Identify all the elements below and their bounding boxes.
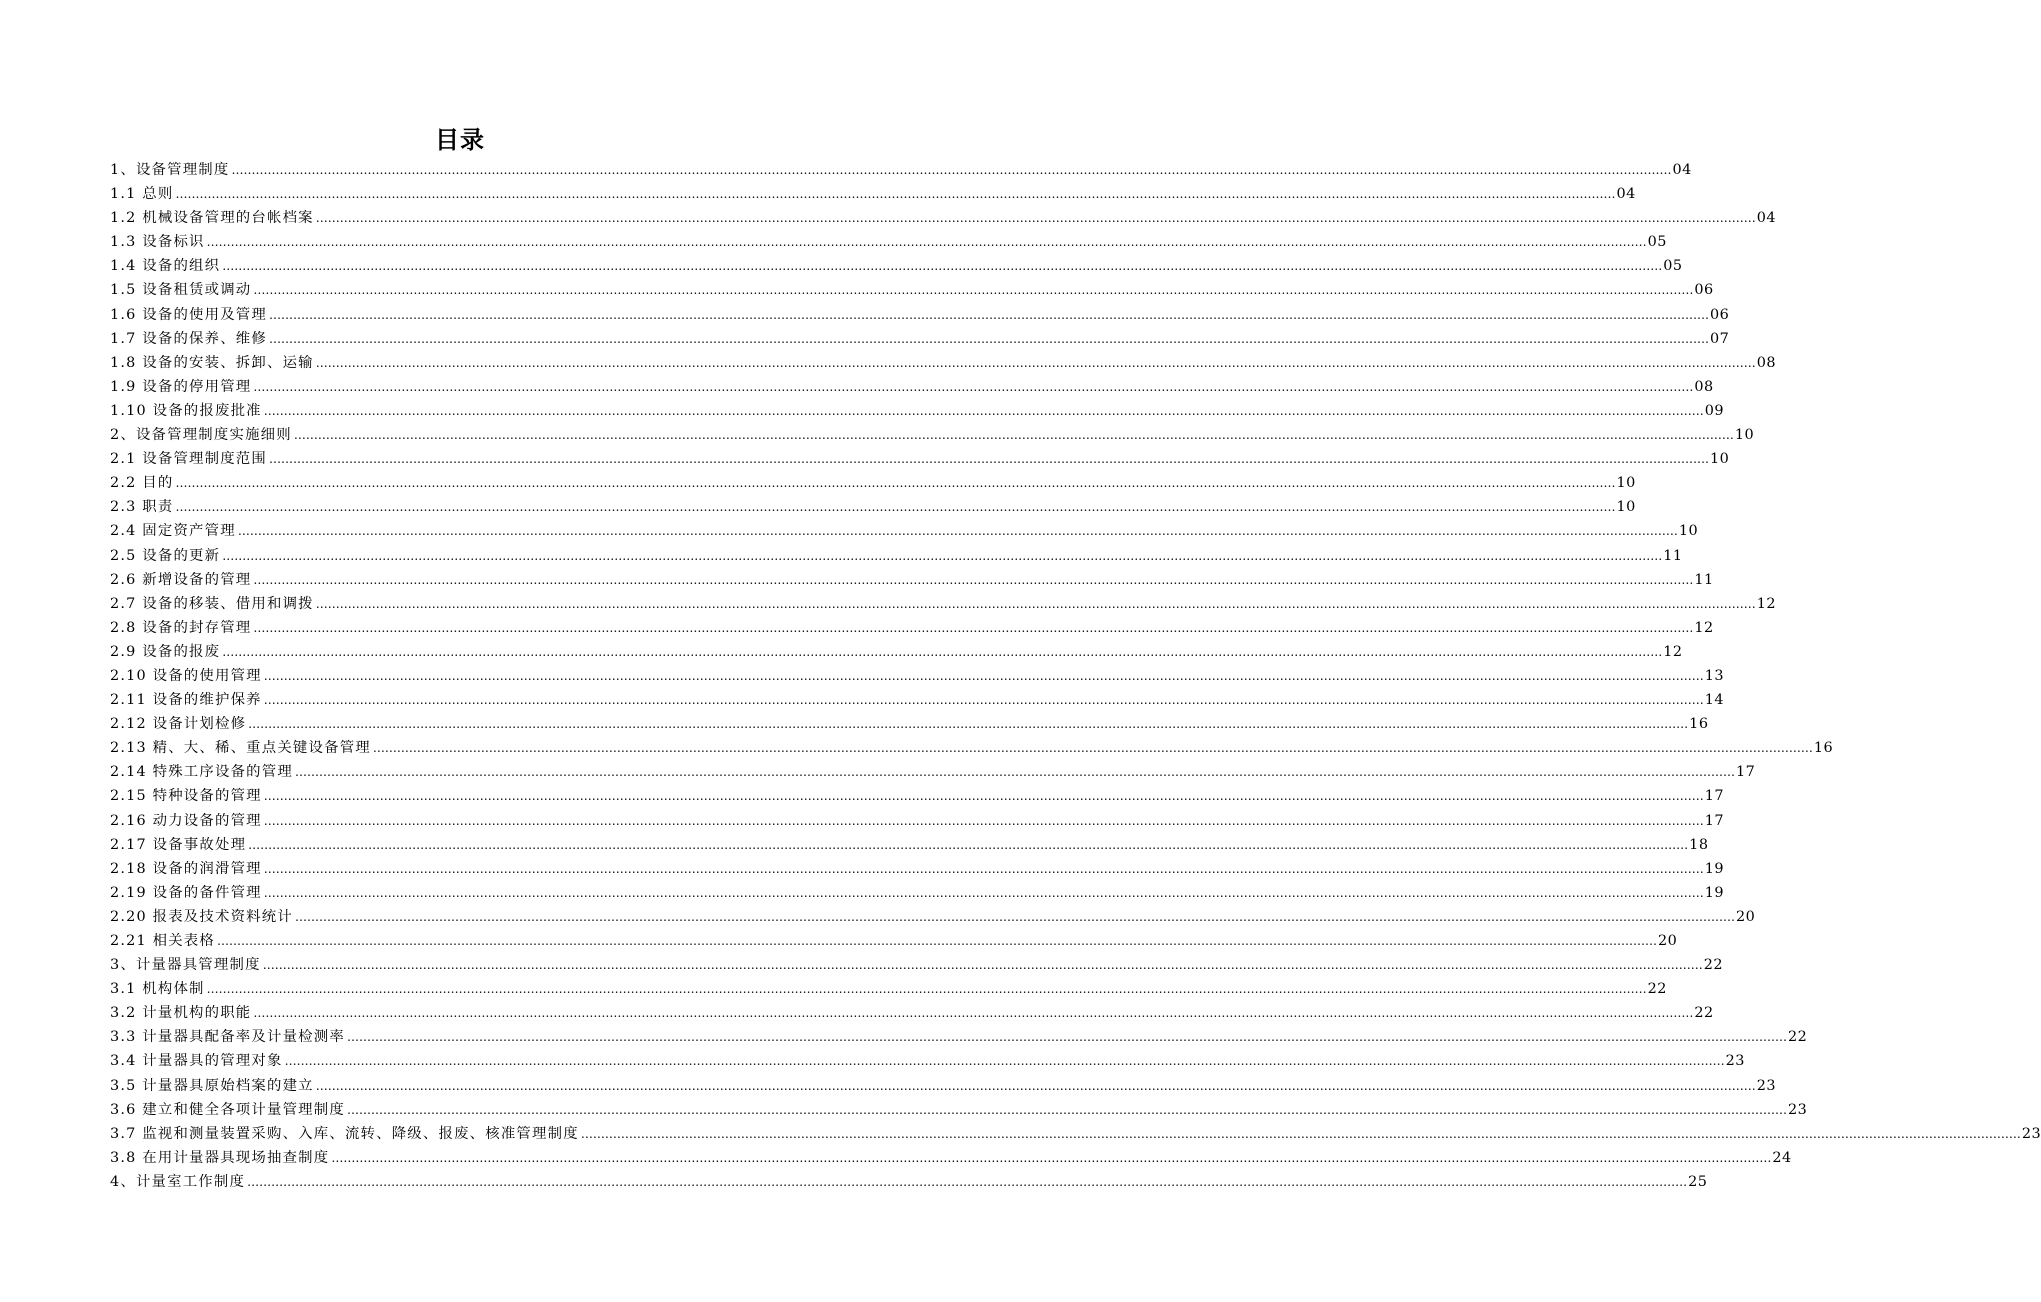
toc-entry-label: 1.5 设备租赁或调动 [110, 282, 252, 299]
toc-entry-label: 3.5 计量器具原始档案的建立 [110, 1077, 314, 1094]
toc-entry[interactable] [110, 1122, 2041, 1146]
toc-entry-page-number: 22 [1787, 1029, 1808, 1046]
toc-entry-page-number: 23 [1756, 1077, 1777, 1094]
toc-entry-label: 2.11 设备的维护保养 [110, 692, 262, 709]
toc-entry-page-number: 22 [1703, 957, 1723, 974]
toc-leader-dots: ……………………………………………………………………………………………………………………………………………………………………………………………………………………………………………………………………………………………………………………………… [253, 1006, 1694, 1021]
toc-leader-dots: ……………………………………………………………………………………………………………………………………………………………………………………………………………………………………………………………………………………………………………………………… [315, 596, 1756, 611]
toc-entry-label: 2.7 设备的移装、借用和调拨 [110, 595, 314, 612]
toc-entry-page-number: 25 [1688, 1173, 1708, 1190]
toc-entry-page-number: 23 [1787, 1101, 1808, 1118]
toc-entry[interactable] [110, 736, 1834, 760]
toc-entry-label: 1.9 设备的停用管理 [110, 378, 252, 395]
toc-entry[interactable] [110, 351, 1777, 375]
toc-entry[interactable] [110, 327, 1730, 351]
toc-entry[interactable] [110, 471, 1636, 495]
toc-leader-dots: ……………………………………………………………………………………………………………………………………………………………………………………………………………………………………………………………………………………………………………………………… [269, 307, 1709, 322]
toc-entry-label: 2.15 特种设备的管理 [110, 788, 262, 805]
toc-entry[interactable] [110, 568, 1714, 592]
toc-entry-page-number: 24 [1772, 1149, 1792, 1166]
toc-entry[interactable] [110, 254, 1683, 278]
toc-leader-dots: ……………………………………………………………………………………………………………………………………………………………………………………………………………………………………………………………………………………………………………………………… [248, 837, 1689, 852]
toc-entry-label: 2.5 设备的更新 [110, 547, 221, 564]
toc-entry-page-number: 11 [1694, 571, 1714, 588]
toc-entry[interactable] [110, 1146, 1792, 1170]
toc-leader-dots: ……………………………………………………………………………………………………………………………………………………………………………………………………………………………………………………………………………………………………………………………… [263, 813, 1704, 828]
toc-entry-page-number: 10 [1710, 451, 1730, 468]
toc-entry-label: 1.7 设备的保养、维修 [110, 330, 267, 347]
toc-entry-label: 3.2 计量机构的职能 [110, 1005, 252, 1022]
toc-leader-dots: ……………………………………………………………………………………………………………………………………………………………………………………………………………………………………………………………………………………………………………………………… [372, 741, 1813, 756]
toc-entry-page-number: 12 [1663, 643, 1683, 660]
toc-entry-label: 2.9 设备的报废 [110, 643, 221, 660]
toc-leader-dots: ……………………………………………………………………………………………………………………………………………………………………………………………………………………………………………………………………………………………………………………………… [222, 259, 1663, 274]
toc-entry-page-number: 06 [1710, 306, 1730, 323]
toc-entry-page-number: 04 [1672, 162, 1692, 178]
toc-leader-dots: ……………………………………………………………………………………………………………………………………………………………………………………………………………………………………………………………………………………………………………………………… [175, 187, 1616, 202]
toc-leader-dots: ……………………………………………………………………………………………………………………………………………………………………………………………………………………………………………………………………………………………………………………………… [262, 958, 1703, 973]
toc-entry-label: 3.8 在用计量器具现场抽查制度 [110, 1149, 330, 1166]
toc-entry-label: 2.13 精、大、稀、重点关键设备管理 [110, 740, 371, 757]
toc-leader-dots: ……………………………………………………………………………………………………………………………………………………………………………………………………………………………………………………………………………………………………………………………… [253, 572, 1694, 587]
toc-entry[interactable] [110, 592, 1777, 616]
toc-entry-page-number: 22 [1694, 1005, 1714, 1022]
toc-leader-dots: ……………………………………………………………………………………………………………………………………………………………………………………………………………………………………………………………………………………………………………………………… [253, 379, 1694, 394]
toc-entry-page-number: 07 [1710, 330, 1730, 347]
toc-entry-label: 2、设备管理制度实施细则 [110, 427, 292, 444]
toc-entry[interactable] [110, 616, 1714, 640]
toc-leader-dots: ……………………………………………………………………………………………………………………………………………………………………………………………………………………………………………………………………………………………………………………………… [263, 861, 1704, 876]
toc-leader-dots: ……………………………………………………………………………………………………………………………………………………………………………………………………………………………………………………………………………………………………………………………… [293, 428, 1734, 443]
toc-entry[interactable] [110, 519, 1699, 543]
toc-leader-dots: ……………………………………………………………………………………………………………………………………………………………………………………………………………………………………………………………………………………………………………………………… [346, 1102, 1787, 1117]
toc-entry-page-number: 14 [1704, 692, 1725, 709]
toc-entry-label: 1.10 设备的报废批准 [110, 402, 262, 419]
toc-entry-page-number: 20 [1657, 933, 1678, 949]
toc-entry[interactable] [110, 1049, 1745, 1073]
toc-entry-label: 3.4 计量器具的管理对象 [110, 1053, 283, 1070]
toc-entry-page-number: 10 [1616, 499, 1636, 516]
toc-leader-dots: ……………………………………………………………………………………………………………………………………………………………………………………………………………………………………………………………………………………………………………………………… [175, 476, 1616, 491]
toc-entry[interactable] [110, 544, 1683, 568]
toc-leader-dots: ……………………………………………………………………………………………………………………………………………………………………………………………………………………………………………………………………………………………………………………………… [263, 693, 1704, 708]
toc-entry-page-number: 19 [1704, 884, 1725, 901]
toc-leader-dots: ……………………………………………………………………………………………………………………………………………………………………………………………………………………………………………………………………………………………………………………………… [248, 717, 1689, 732]
toc-entry-page-number: 20 [1735, 908, 1756, 925]
toc-leader-dots: ……………………………………………………………………………………………………………………………………………………………………………………………………………………………………………………………………………………………………………………………… [206, 982, 1647, 997]
toc-entry[interactable] [110, 375, 1714, 399]
toc-entry-page-number: 13 [1704, 667, 1725, 684]
page-title: 目录 [435, 126, 485, 154]
toc-entry[interactable] [110, 158, 1692, 182]
toc-leader-dots: ……………………………………………………………………………………………………………………………………………………………………………………………………………………………………………………………………………………………………………………………… [237, 524, 1678, 539]
toc-leader-dots: ……………………………………………………………………………………………………………………………………………………………………………………………………………………………………………………………………………………………………………………………… [315, 1078, 1756, 1093]
toc-entry-label: 2.3 职责 [110, 499, 174, 516]
toc-entry[interactable] [110, 1001, 1714, 1025]
toc-entry[interactable] [110, 664, 1725, 688]
toc-entry-page-number: 05 [1663, 258, 1683, 275]
toc-entry-page-number: 22 [1647, 981, 1667, 998]
toc-entry-label: 2.16 动力设备的管理 [110, 812, 262, 829]
toc-entry-page-number: 12 [1756, 595, 1777, 612]
toc-entry[interactable] [110, 495, 1636, 519]
toc-entry-page-number: 17 [1735, 764, 1756, 781]
toc-entry-label: 1.8 设备的安装、拆卸、运输 [110, 354, 314, 371]
toc-entry-label: 2.21 相关表格 [110, 933, 215, 949]
toc-entry[interactable] [110, 1098, 1808, 1122]
toc-entry-label: 1.4 设备的组织 [110, 258, 221, 275]
toc-leader-dots: ……………………………………………………………………………………………………………………………………………………………………………………………………………………………………………………………………………………………………………………………… [222, 644, 1663, 659]
toc-entry-label: 2.2 目的 [110, 475, 174, 492]
toc-entry[interactable] [110, 905, 1756, 929]
toc-entry-page-number: 17 [1704, 788, 1725, 805]
toc-entry-label: 1.1 总则 [110, 186, 174, 203]
toc-entry-label: 2.18 设备的润滑管理 [110, 860, 262, 877]
toc-entry-label: 2.14 特殊工序设备的管理 [110, 764, 293, 781]
toc-entry-label: 1、设备管理制度 [110, 162, 230, 178]
toc-entry-page-number: 10 [1678, 523, 1699, 540]
toc-entry-label: 1.2 机械设备管理的台帐档案 [110, 210, 314, 227]
toc-entry-label: 2.19 设备的备件管理 [110, 884, 262, 901]
toc-leader-dots: ……………………………………………………………………………………………………………………………………………………………………………………………………………………………………………………………………………………………………………………………… [269, 331, 1709, 346]
toc-leader-dots: ……………………………………………………………………………………………………………………………………………………………………………………………………………………………………………………………………………………………………………………………… [331, 1150, 1772, 1165]
toc-entry[interactable] [110, 230, 1667, 254]
toc-entry[interactable] [110, 953, 1723, 977]
toc-entry-page-number: 18 [1689, 836, 1709, 853]
toc-entry-label: 2.1 设备管理制度范围 [110, 451, 267, 468]
toc-entry-label: 2.8 设备的封存管理 [110, 619, 252, 636]
toc-entry-label: 2.10 设备的使用管理 [110, 667, 262, 684]
toc-entry-page-number: 08 [1756, 354, 1777, 371]
toc-entry-label: 3.6 建立和健全各项计量管理制度 [110, 1101, 345, 1118]
toc-entry[interactable] [110, 278, 1714, 302]
toc-leader-dots: ……………………………………………………………………………………………………………………………………………………………………………………………………………………………………………………………………………………………………………………………… [263, 403, 1704, 418]
toc-entry-label: 2.4 固定资产管理 [110, 523, 236, 540]
toc-entry-label: 3、计量器具管理制度 [110, 957, 261, 974]
toc-entry[interactable] [110, 206, 1777, 230]
toc-entry-label: 4、计量室工作制度 [110, 1173, 246, 1190]
table-of-contents [110, 158, 2041, 1194]
toc-entry[interactable] [110, 929, 1678, 953]
toc-entry-page-number: 17 [1704, 812, 1725, 829]
toc-entry-label: 1.6 设备的使用及管理 [110, 306, 267, 323]
toc-entry-label: 3.1 机构体制 [110, 981, 205, 998]
toc-entry[interactable] [110, 399, 1725, 423]
toc-entry-label: 2.20 报表及技术资料统计 [110, 908, 293, 925]
toc-entry[interactable] [110, 977, 1667, 1001]
toc-entry[interactable] [110, 809, 1725, 833]
toc-leader-dots: ……………………………………………………………………………………………………………………………………………………………………………………………………………………………………………………………………………………………………………………………… [269, 452, 1709, 467]
toc-leader-dots: ……………………………………………………………………………………………………………………………………………………………………………………………………………………………………………………………………………………………………………………………… [247, 1174, 1688, 1189]
toc-leader-dots: ……………………………………………………………………………………………………………………………………………………………………………………………………………………………………………………………………………………………………………………………… [253, 620, 1694, 635]
toc-leader-dots: ……………………………………………………………………………………………………………………………………………………………………………………………………………………………………………………………………………………………………………………………… [263, 668, 1704, 683]
toc-entry[interactable] [110, 640, 1683, 664]
toc-leader-dots: ……………………………………………………………………………………………………………………………………………………………………………………………………………………………………………………………………………………………………………………………… [284, 1054, 1725, 1069]
toc-entry[interactable] [110, 303, 1730, 327]
toc-entry[interactable] [110, 784, 1725, 808]
toc-entry-page-number: 04 [1616, 186, 1636, 203]
toc-entry-page-number: 09 [1704, 402, 1725, 419]
toc-entry-label: 2.17 设备事故处理 [110, 836, 247, 853]
toc-entry-page-number: 23 [1725, 1053, 1745, 1070]
toc-leader-dots: ……………………………………………………………………………………………………………………………………………………………………………………………………………………………………………………………………………………………………………………………… [263, 885, 1704, 900]
toc-leader-dots: ……………………………………………………………………………………………………………………………………………………………………………………………………………………………………………………………………………………………………………………………… [294, 765, 1735, 780]
toc-entry[interactable] [110, 1170, 1708, 1194]
toc-leader-dots: ……………………………………………………………………………………………………………………………………………………………………………………………………………………………………………………………………………………………………………………………… [346, 1030, 1787, 1045]
toc-entry-page-number: 04 [1756, 210, 1777, 227]
toc-entry[interactable] [110, 182, 1636, 206]
toc-entry[interactable] [110, 447, 1730, 471]
toc-leader-dots: ……………………………………………………………………………………………………………………………………………………………………………………………………………………………………………………………………………………………………………………………… [315, 355, 1756, 370]
toc-entry-page-number: 10 [1616, 475, 1636, 492]
toc-leader-dots: ……………………………………………………………………………………………………………………………………………………………………………………………………………………………………………………………………………………………………………………………… [175, 500, 1616, 515]
toc-entry-page-number: 11 [1663, 547, 1683, 564]
toc-leader-dots: ……………………………………………………………………………………………………………………………………………………………………………………………………………………………………………………………………………………………………………………………… [216, 934, 1657, 948]
toc-entry[interactable] [110, 712, 1709, 736]
toc-entry[interactable] [110, 1025, 1808, 1049]
toc-entry[interactable] [110, 881, 1725, 905]
toc-entry-page-number: 10 [1734, 427, 1755, 444]
toc-entry-page-number: 12 [1694, 619, 1714, 636]
toc-entry[interactable] [110, 688, 1725, 712]
toc-leader-dots: ……………………………………………………………………………………………………………………………………………………………………………………………………………………………………………………………………………………………………………………………… [294, 909, 1735, 924]
toc-entry-label: 3.7 监视和测量装置采购、入库、流转、降级、报废、核准管理制度 [110, 1125, 579, 1142]
toc-entry[interactable] [110, 423, 1755, 447]
toc-leader-dots: ……………………………………………………………………………………………………………………………………………………………………………………………………………………………………………………………………………………………………………………………… [580, 1126, 2021, 1141]
toc-leader-dots: ……………………………………………………………………………………………………………………………………………………………………………………………………………………………………………………………………………………………………………………………… [253, 283, 1694, 298]
toc-entry-page-number: 05 [1647, 234, 1667, 251]
toc-leader-dots: ……………………………………………………………………………………………………………………………………………………………………………………………………………………………………………………………………………………………………………………………… [263, 789, 1704, 804]
toc-entry-page-number: 16 [1813, 740, 1834, 757]
toc-leader-dots: ……………………………………………………………………………………………………………………………………………………………………………………………………………………………………………………………………………………………………………………………… [231, 163, 1672, 177]
toc-entry-page-number: 19 [1704, 860, 1725, 877]
toc-entry-page-number: 06 [1694, 282, 1714, 299]
toc-leader-dots: ……………………………………………………………………………………………………………………………………………………………………………………………………………………………………………………………………………………………………………………………… [206, 235, 1647, 250]
toc-entry[interactable] [110, 760, 1756, 784]
toc-entry-page-number: 08 [1694, 378, 1714, 395]
toc-entry-label: 2.12 设备计划检修 [110, 716, 247, 733]
toc-leader-dots: ……………………………………………………………………………………………………………………………………………………………………………………………………………………………………………………………………………………………………………………………… [222, 548, 1663, 563]
toc-entry[interactable] [110, 857, 1725, 881]
toc-entry-label: 3.3 计量器具配备率及计量检测率 [110, 1029, 345, 1046]
toc-entry-page-number: 23 [2021, 1125, 2041, 1142]
toc-leader-dots: ……………………………………………………………………………………………………………………………………………………………………………………………………………………………………………………………………………………………………………………………… [315, 211, 1756, 226]
toc-entry[interactable] [110, 1074, 1777, 1098]
toc-entry[interactable] [110, 833, 1709, 857]
toc-entry-label: 1.3 设备标识 [110, 234, 205, 251]
toc-entry-page-number: 16 [1689, 716, 1709, 733]
toc-entry-label: 2.6 新增设备的管理 [110, 571, 252, 588]
